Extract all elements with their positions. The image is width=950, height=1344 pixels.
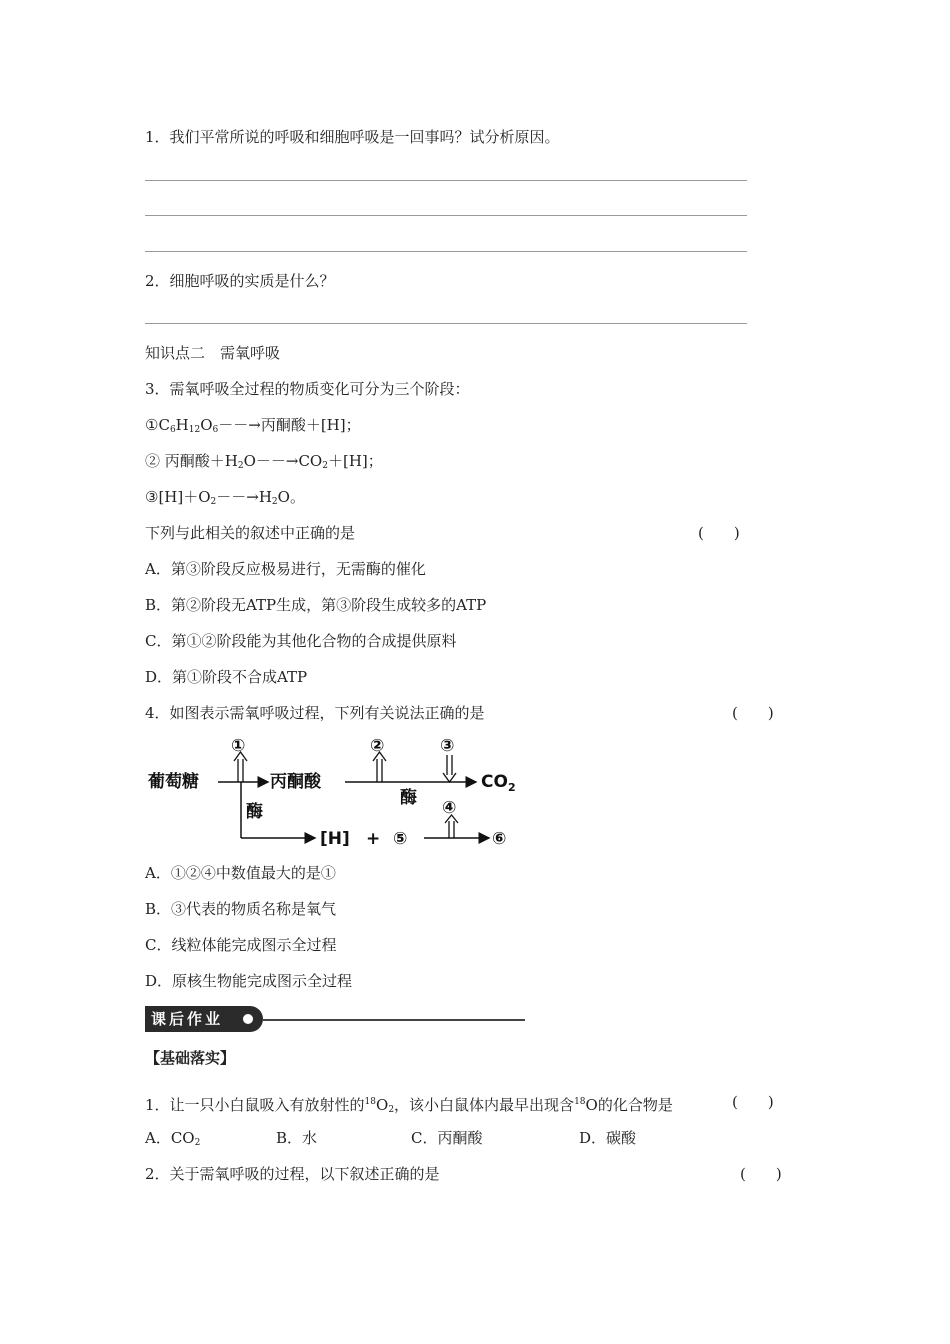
homework-question-2: 2．关于需氧呼吸的过程，以下叙述正确的是 <box>145 1165 440 1183</box>
double-arrow-down <box>443 755 456 782</box>
reaction-step-2: ② 丙酮酸$+H_2O--\to CO_2+[H]$； <box>145 452 383 471</box>
question-4-stem: 4．如图表示需氧呼吸过程，下列有关说法正确的是 <box>145 704 485 722</box>
reaction-step-1: $①C_6H_{12}O_6--\to$丙酮酸＋[H]； <box>145 416 361 435</box>
option-c: C．丙酮酸 <box>411 1129 483 1147</box>
answer-line <box>145 180 747 181</box>
option-c: C．线粒体能完成图示全过程 <box>145 936 337 954</box>
option-d: D．原核生物能完成图示全过程 <box>145 972 353 990</box>
option-a: A．①②④中数值最大的是① <box>145 864 336 882</box>
enzyme-label-1: 酶 <box>246 802 263 822</box>
double-arrow-up <box>373 752 386 782</box>
question-3-ask: 下列与此相关的叙述中正确的是 <box>145 524 356 542</box>
bullet-dot-icon <box>243 1014 253 1024</box>
enzyme-label-2: 酶 <box>400 788 417 808</box>
answer-paren: ( ) <box>732 704 774 722</box>
double-arrow-up <box>234 752 247 782</box>
option-d: D．第①阶段不合成ATP <box>145 668 308 686</box>
option-a: A．$CO_2$ <box>145 1129 201 1148</box>
h-label: [H] <box>320 829 350 849</box>
circle-2-label: ② <box>370 736 385 756</box>
answer-paren: ( ) <box>698 524 740 542</box>
option-b: B．水 <box>276 1129 318 1147</box>
circle-5-label: ⑤ <box>393 829 408 849</box>
divider <box>263 1019 525 1021</box>
plus-sign: + <box>366 829 381 849</box>
circle-4-label: ④ <box>442 798 457 818</box>
option-b: B．③代表的物质名称是氧气 <box>145 900 337 918</box>
answer-line <box>145 323 747 324</box>
double-arrow-up <box>445 815 458 838</box>
homework-label: 课后作业 <box>145 1006 263 1032</box>
circle-1-label: ① <box>231 736 246 756</box>
circle-3-label: ③ <box>440 736 455 756</box>
glucose-label: 葡萄糖 <box>148 772 199 792</box>
answer-line <box>145 251 747 252</box>
question-3-stem: 3．需氧呼吸全过程的物质变化可分为三个阶段： <box>145 380 470 398</box>
respiration-diagram <box>140 735 530 855</box>
answer-paren: ( ) <box>732 1093 774 1111</box>
question-2: 2．细胞呼吸的实质是什么？ <box>145 272 335 290</box>
homework-question-1: 1．让一只小白鼠吸入有放射性的$^{18}O_2$，该小白鼠体内最早出现含$^{18}$O的化合物是 <box>145 1096 673 1115</box>
homework-banner <box>145 1006 525 1032</box>
basics-heading: 【基础落实】 <box>145 1049 236 1067</box>
section-title: 知识点二 需氧呼吸 <box>145 344 281 362</box>
circle-6-label: ⑥ <box>492 829 507 849</box>
option-b: B．第②阶段无ATP生成，第③阶段生成较多的ATP <box>145 596 487 614</box>
answer-paren: ( ) <box>740 1165 782 1183</box>
question-1: 1．我们平常所说的呼吸和细胞呼吸是一回事吗？试分析原因。 <box>145 128 560 146</box>
option-c: C．第①②阶段能为其他化合物的合成提供原料 <box>145 632 457 650</box>
co2-label: $CO_2$ <box>481 772 516 794</box>
answer-line <box>145 215 747 216</box>
reaction-step-3: $③[H]+O_2--\to H_2O$。 <box>145 488 305 507</box>
option-d: D．碳酸 <box>579 1129 637 1147</box>
pyruvate-label: 丙酮酸 <box>270 772 321 792</box>
option-a: A．第③阶段反应极易进行，无需酶的催化 <box>145 560 426 578</box>
